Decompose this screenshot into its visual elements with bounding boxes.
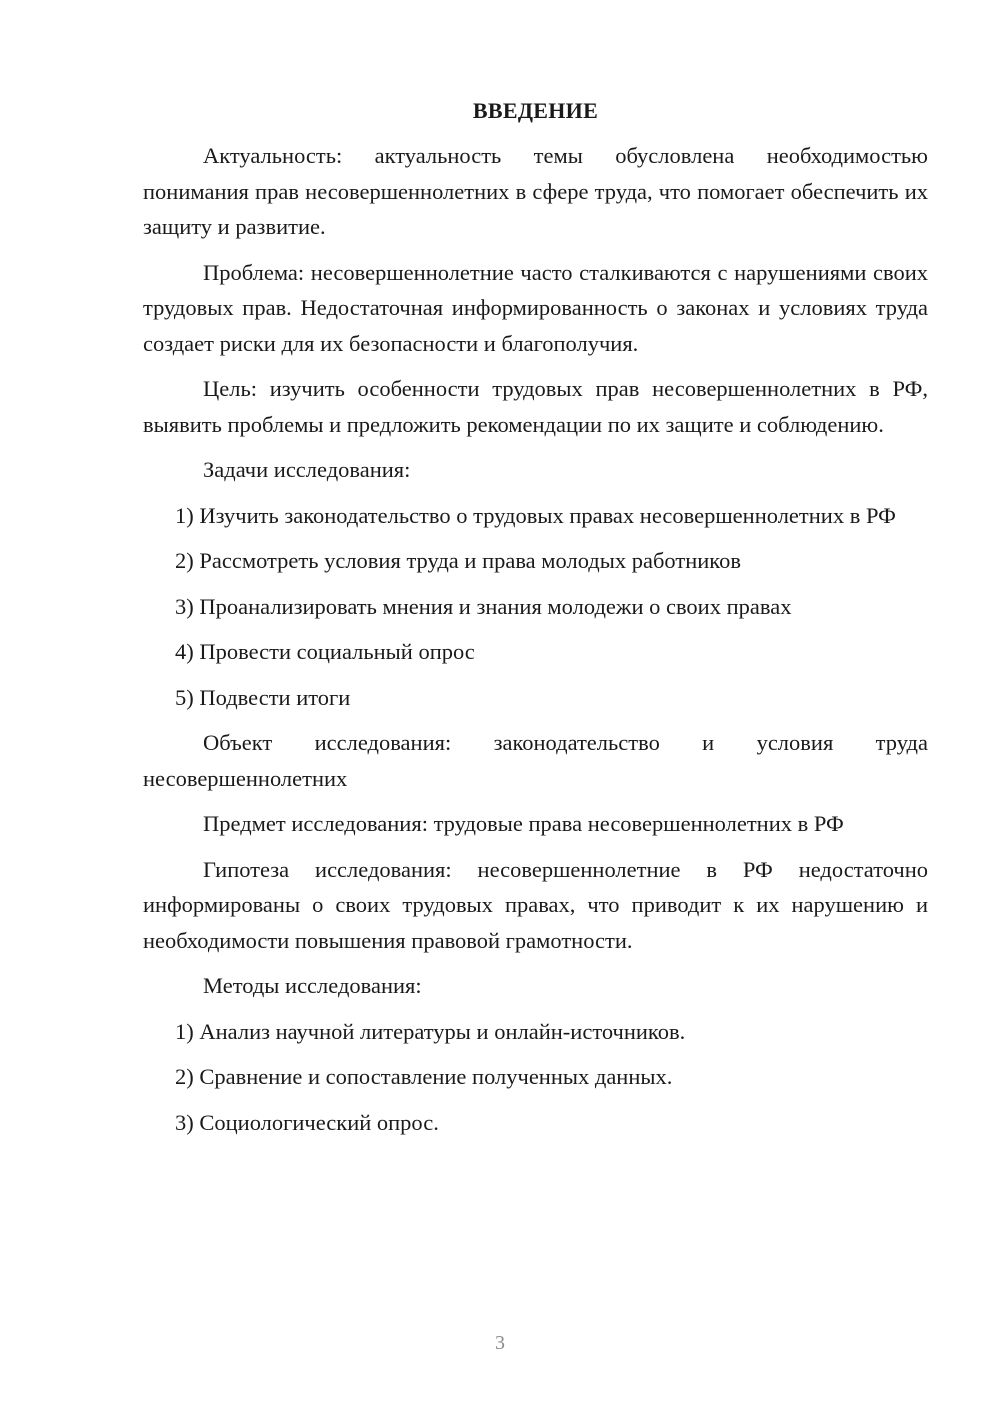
tasks-title: Задачи исследования: [203, 457, 411, 482]
paragraph-subject: Предмет исследования: трудовые права несовершеннолетних в РФ [203, 811, 844, 836]
paragraph-goal: Цель: изучить особенности трудовых прав несовершеннолетних в РФ, выявить проблемы и предложить рекомендации по их защите и соблюдению. [143, 376, 928, 437]
task-item: 1) Изучить законодательство о трудовых правах несовершеннолетних в РФ [175, 502, 896, 528]
paragraph-relevance: Актуальность: актуальность темы обусловлена необходимостью понимания прав несовершеннолетних в сфере труда, что помогает обеспечить их защиту и развитие. [143, 143, 928, 239]
task-item: 2) Рассмотреть условия труда и права молодых работников [175, 548, 741, 573]
methods-title: Методы исследования: [203, 973, 422, 998]
task-item: 3) Проанализировать мнения и знания молодежи о своих правах [175, 593, 792, 619]
section-heading: ВВЕДЕНИЕ [472, 98, 599, 123]
method-item: 2) Сравнение и сопоставление полученных данных. [175, 1064, 673, 1089]
task-item: 5) Подвести итоги [175, 684, 351, 710]
method-item: 3) Социологический опрос. [175, 1109, 439, 1135]
paragraph-hypothesis: Гипотеза исследования: несовершеннолетние в РФ недостаточно информированы о своих трудовых правах, что приводит к их нарушению и необходимости повышения правовой грамотности. [143, 856, 928, 953]
task-item: 4) Провести социальный опрос [175, 639, 475, 664]
page-content [143, 94, 928, 1150]
method-item: 1) Анализ научной литературы и онлайн-источников. [175, 1018, 686, 1044]
paragraph-object: Объект исследования: законодательство и условия труда несовершеннолетних [143, 730, 928, 791]
paragraph-problem: Проблема: несовершеннолетние часто сталкиваются с нарушениями своих трудовых прав. Недостаточная информированность о законах и условиях труда создает риски для их безопасности и благополучия. [143, 259, 928, 356]
page-number: 3 [495, 1332, 505, 1354]
